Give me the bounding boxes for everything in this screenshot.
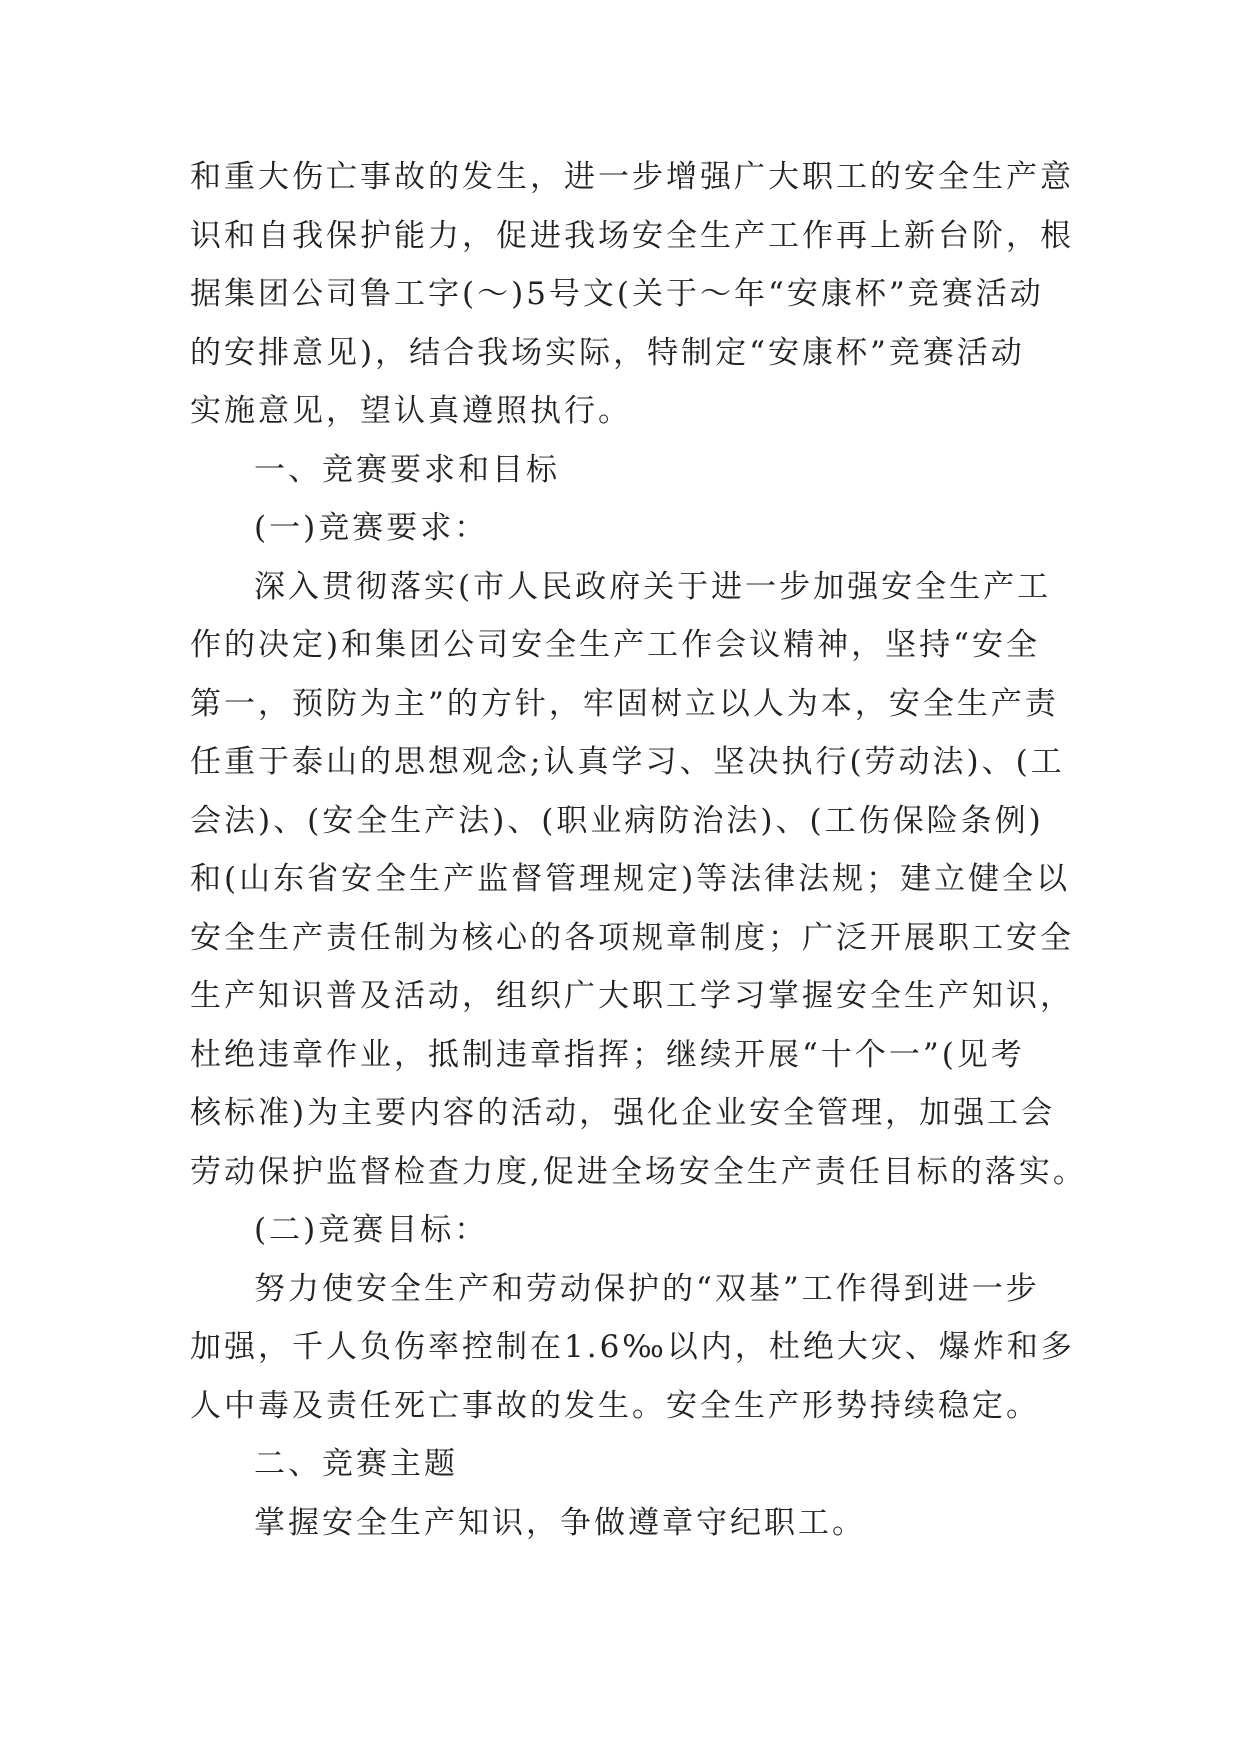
text-line: 人中毒及责任死亡事故的发生。安全生产形势持续稳定。 bbox=[190, 1387, 1040, 1424]
subsection-heading-requirements: (一)竞赛要求： bbox=[254, 510, 489, 546]
text-line: 的安排意见)，结合我场实际，特制定“安康杯”竞赛活动 bbox=[190, 334, 1025, 371]
text-line: 加强，千人负伤率控制在1.6‰以内，杜绝大灾、爆炸和多 bbox=[190, 1329, 1075, 1365]
text-line: 安全生产责任制为核心的各项规章制度；广泛开展职工安全 bbox=[190, 919, 1074, 956]
text-line: 核标准)为主要内容的活动，强化企业安全管理，加强工会 bbox=[190, 1095, 1056, 1131]
subsection-heading-goals: (二)竞赛目标： bbox=[254, 1212, 489, 1248]
text-line: 杜绝违章作业，抵制违章指挥；继续开展“十个一”(见考 bbox=[190, 1036, 1025, 1073]
text-line: 生产知识普及活动，组织广大职工学习掌握安全生产知识， bbox=[190, 978, 1074, 1014]
text-line: 任重于泰山的思想观念;认真学习、坚决执行(劳动法)、(工 bbox=[190, 744, 1065, 780]
text-line: 深入贯彻落实(市人民政府关于进一步加强安全生产工 bbox=[254, 568, 1052, 605]
text-line: 实施意见，望认真遵照执行。 bbox=[190, 393, 632, 429]
text-line: 据集团公司鲁工字(～)5号文(关于～年“安康杯”竞赛活动 bbox=[190, 276, 1044, 312]
text-line: 努力使安全生产和劳动保护的“双基”工作得到进一步 bbox=[254, 1270, 1040, 1307]
text-line: 和重大伤亡事故的发生，进一步增强广大职工的安全生产意 bbox=[190, 159, 1074, 195]
text-line: 识和自我保护能力，促进我场安全生产工作再上新台阶，根 bbox=[190, 217, 1074, 254]
text-line: 掌握安全生产知识，争做遵章守纪职工。 bbox=[254, 1504, 866, 1541]
text-line: 作的决定)和集团公司安全生产工作会议精神，坚持“安全 bbox=[190, 627, 1040, 663]
text-line: 第一，预防为主”的方针，牢固树立以人为本，安全生产责 bbox=[190, 685, 1059, 722]
text-line: 会法)、(安全生产法)、(职业病防治法)、(工伤保险条例) bbox=[190, 802, 1044, 839]
document-body bbox=[190, 148, 1087, 1552]
text-line: 和(山东省安全生产监督管理规定)等法律法规；建立健全以 bbox=[190, 861, 1071, 897]
text-line: 劳动保护监督检查力度,促进全场安全生产责任目标的落实。 bbox=[190, 1153, 1087, 1190]
section-heading-1: 一、竞赛要求和目标 bbox=[254, 451, 560, 488]
section-heading-2: 二、竞赛主题 bbox=[254, 1446, 458, 1482]
